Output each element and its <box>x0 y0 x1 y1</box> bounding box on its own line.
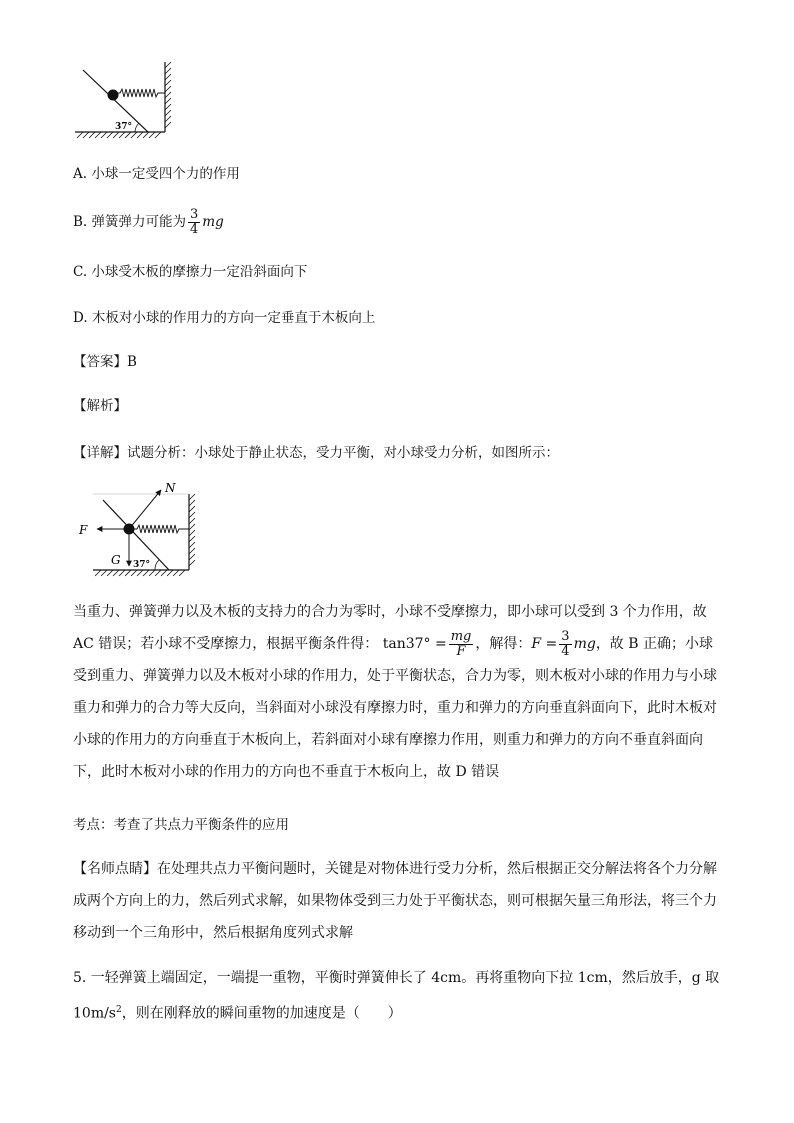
tip-tag: 【名师点睛】 <box>73 861 157 877</box>
force-n-label: N <box>165 481 176 495</box>
fraction-three-quarters <box>559 630 571 659</box>
option-c: C. 小球受木板的摩擦力一定沿斜面向下 <box>73 264 308 280</box>
figure2-angle-label: 37° <box>133 560 151 570</box>
figure-incline-spring <box>73 60 183 142</box>
option-a: A. 小球一定受四个力的作用 <box>73 166 240 182</box>
option-b-suffix: mg <box>202 214 224 230</box>
answer-value: B <box>127 354 137 370</box>
detail-text: 试题分析：小球处于静止状态，受力平衡，对小球受力分析，如图所示： <box>127 445 559 461</box>
answer-tag: 【答案】 <box>73 354 127 370</box>
mg-term: mg <box>573 636 596 652</box>
explanation-part-2: ，解得： <box>475 636 532 652</box>
figure1-angle-label: 37° <box>115 122 133 132</box>
tan-expression: tan37° = <box>382 636 447 652</box>
option-b-fraction-num: 3 <box>190 207 199 222</box>
tip-paragraph <box>73 853 723 949</box>
tip-text: 在处理共点力平衡问题时，关键是对物体进行受力分析，然后根据正交分解法将各个力分解成两个方向上的力，然后列式求解，如果物体受到三力处于平衡状态，则可根据矢量三角形法，将三个力移动到一个三角形中，然后根据角度列式求解 <box>73 861 717 941</box>
kaodian-line: 考点：考查了共点力平衡条件的应用 <box>73 817 289 833</box>
explanation-part-3: ，故 B 正确；小球受到重力、弹簧弹力以及木板对小球的作用力，处于平衡状态，合力为零，则木板对小球的作用力与小球重力和弹力的合力等大反向，当斜面对小球没有摩擦力时，重力和弹力的方向垂直斜面向下，此时木板对小球的作用力的方向垂直于木板向上，若斜面对小球有摩擦力作用，则重力和弹力的方向不垂直斜面向下，此时木板对小球的作用力的方向也不垂直于木板向上，故 D 错误 <box>73 636 717 780</box>
explanation-paragraph <box>73 596 723 788</box>
option-b-fraction <box>188 208 200 237</box>
detail-line <box>73 443 559 463</box>
analysis-tag: 【解析】 <box>73 398 127 414</box>
fraction-mg-over-f-num: mg <box>450 628 472 644</box>
figure-force-diagram <box>75 478 200 580</box>
question-5-text-1: 5. 一轻弹簧上端固定，一端提一重物，平衡时弹簧伸长了 4cm。再将重物向下拉 1cm，然后放手，g 取 <box>73 970 720 986</box>
question-5-text-2a: 10m/s <box>73 1005 116 1022</box>
f-equals: F = <box>531 636 558 652</box>
option-b <box>73 207 224 237</box>
force-f-label: F <box>79 523 88 537</box>
fraction-three-quarters-num: 3 <box>561 628 570 644</box>
explanation-part-1: 当重力、弹簧弹力以及木板的支持力的合力为零时，小球不受摩擦力，即小球可以受到 3 个力作用，故 AC 错误；若小球不受摩擦力，根据平衡条件得： <box>73 604 707 652</box>
answer-line <box>73 352 137 372</box>
question-5-superscript: 2 <box>116 1005 122 1015</box>
fraction-mg-over-f <box>449 630 474 659</box>
detail-tag: 【详解】 <box>73 445 127 461</box>
fraction-mg-over-f-den: F <box>456 643 466 659</box>
option-d: D. 木板对小球的作用力的方向一定垂直于木板向上 <box>73 310 376 326</box>
option-b-fraction-den: 4 <box>190 222 199 237</box>
question-5 <box>73 962 723 1030</box>
force-g-label: G <box>111 553 121 567</box>
question-5-text-2b: ，则在刚释放的瞬间重物的加速度是（ ） <box>121 1005 402 1022</box>
fraction-three-quarters-den: 4 <box>561 643 570 659</box>
option-b-prefix: B. 弹簧弹力可能为 <box>73 214 187 230</box>
